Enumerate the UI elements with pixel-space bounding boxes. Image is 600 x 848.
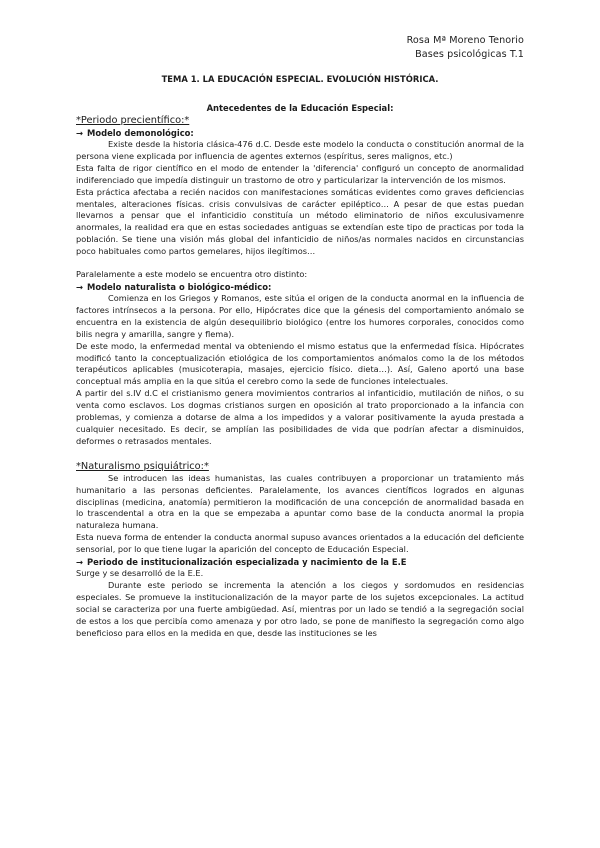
author-name: Rosa Mª Moreno Tenorio [406, 35, 524, 46]
document-title: TEMA 1. LA EDUCACIÓN ESPECIAL. EVOLUCIÓN HISTÓRICA. [161, 74, 439, 84]
heading-institucionalizacion [76, 556, 524, 568]
course-name: Bases psicológicas T.1 [415, 49, 524, 60]
paragraph: Durante este periodo se incrementa la atención a los ciegos y sordomudos en residencias especiales. Se promueve la institucionalización de la mayor parte de los sujetos excepcionales. La actitud social se caracteriza por una fuerte ambigüedad. Así, mientras por un lado se tendió a la segregación social de estos a los que percibía como amenaza y por otro lado, se pone de manifiesto la segregación como algo beneficioso para ellos en la medida en que, desde las instituciones se les [76, 580, 524, 638]
section-heading-precientifico: *Periodo precientífico:* [76, 115, 190, 126]
page-header [76, 34, 524, 62]
heading-text: Periodo de institucionalización especializada y nacimiento de la E.E [87, 557, 407, 568]
arrow-icon: → [76, 128, 84, 138]
heading-text: Modelo demonológico: [87, 128, 194, 138]
spacer [76, 448, 524, 460]
document-subtitle: Antecedentes de la Educación Especial: [206, 103, 394, 113]
heading-modelo-naturalista [76, 281, 524, 293]
arrow-icon: → [76, 557, 84, 568]
section-heading-naturalismo: *Naturalismo psiquiátrico:* [76, 460, 209, 472]
paragraph: Esta práctica afectaba a recién nacidos con manifestaciones somáticas evidentes como graves deficiencias mentales, alteraciones físicas. crisis convulsivas de carácter epiléptico… A pesar de que estas puedan llevarnos a pensar que el infanticidio constituía un método eliminatorio de niños exculusivamenre anormales, la realidad era que en estas sociedades antiguas se extendían este tipo de practicas por toda la población. Se tiene una visión más global del infanticidio de niños/as normales nacidos en circunstancias poco habituales como partos gemelares, hijos ilegítimos… [76, 186, 524, 257]
heading-modelo-demonologico [76, 127, 524, 139]
arrow-icon: → [76, 281, 84, 292]
paragraph: Esta nueva forma de entender la conducta anormal supuso avances orientados a la educación del deficiente sensorial, por lo que tiene lugar la aparición del concepto de Educación Especial. [76, 532, 524, 555]
paragraph: Surge y se desarrolló de la E.E. [76, 568, 204, 579]
paragraph: A partir del s.IV d.C el cristianismo genera movimientos contrarios al infanticidio, mutilación de niños, o su venta como esclavos. Los dogmas cristianos surgen en oposición al trato proporcionado a la infancia con problemas, y comienza a dotarse de alma a los impedidos y a valorar positivamente la ayuda prestada a cualquier necesitado. Es decir, se amplían las posibilidades de vida que podrían afectar a disminuidos, deformes o retrasados mentales. [76, 388, 524, 446]
paragraph: Paralelamente a este modelo se encuentra otro distinto: [76, 269, 308, 280]
paragraph: Se introducen las ideas humanistas, las cuales contribuyen a proporcionar un tratamiento más humanitario a las personas deficientes. Paralelamente, los avances científicos logrados en algunas disciplinas (medicina, anatomía) permitieron la modificación de una concepción de anormalidad basada en lo trascendental a otra en la que se empezaba a apuntar como base de la conducta anormal la propia naturaleza humana. [76, 472, 524, 531]
paragraph: Comienza en los Griegos y Romanos, este sitúa el origen de la conducta anormal en la influencia de factores intrínsecos a la persona. Por ello, Hipócrates dice que la génesis del comportamiento anómalo se encuentra en la existencia de algún desequilibrio biológico (entre los humores corporales, conocidos como bilis negra y amarilla, sangre y flema). [76, 292, 524, 339]
paragraph: De este modo, la enfermedad mental va obteniendo el mismo estatus que la enfermedad física. Hipócrates modificó tanto la conceptualización etiológica de los comportamientos anómalos como la de los métodos terapéuticos aplicables (musicoterapia, masajes, ejercicio físico. dieta…). Así, Galeno aportó una base conceptual más amplia en la que sitúa el cerebro como la sede de funciones intelectuales. [76, 340, 524, 387]
paragraph: Esta falta de rigor científico en el modo de entender la 'diferencia' configuró un concepto de anormalidad indiferenciado que impedía distinguir un trastorno de otro y particularizar la intervención de los mismos. [76, 162, 524, 185]
heading-text: Modelo naturalista o biológico-médico: [87, 281, 272, 292]
paragraph: Existe desde la historia clásica-476 d.C. Desde este modelo la conducta o constitución anormal de la persona viene explicada por influencia de agentes externos (espíritus, seres malignos, etc.) [76, 139, 524, 161]
spacer [76, 258, 524, 269]
